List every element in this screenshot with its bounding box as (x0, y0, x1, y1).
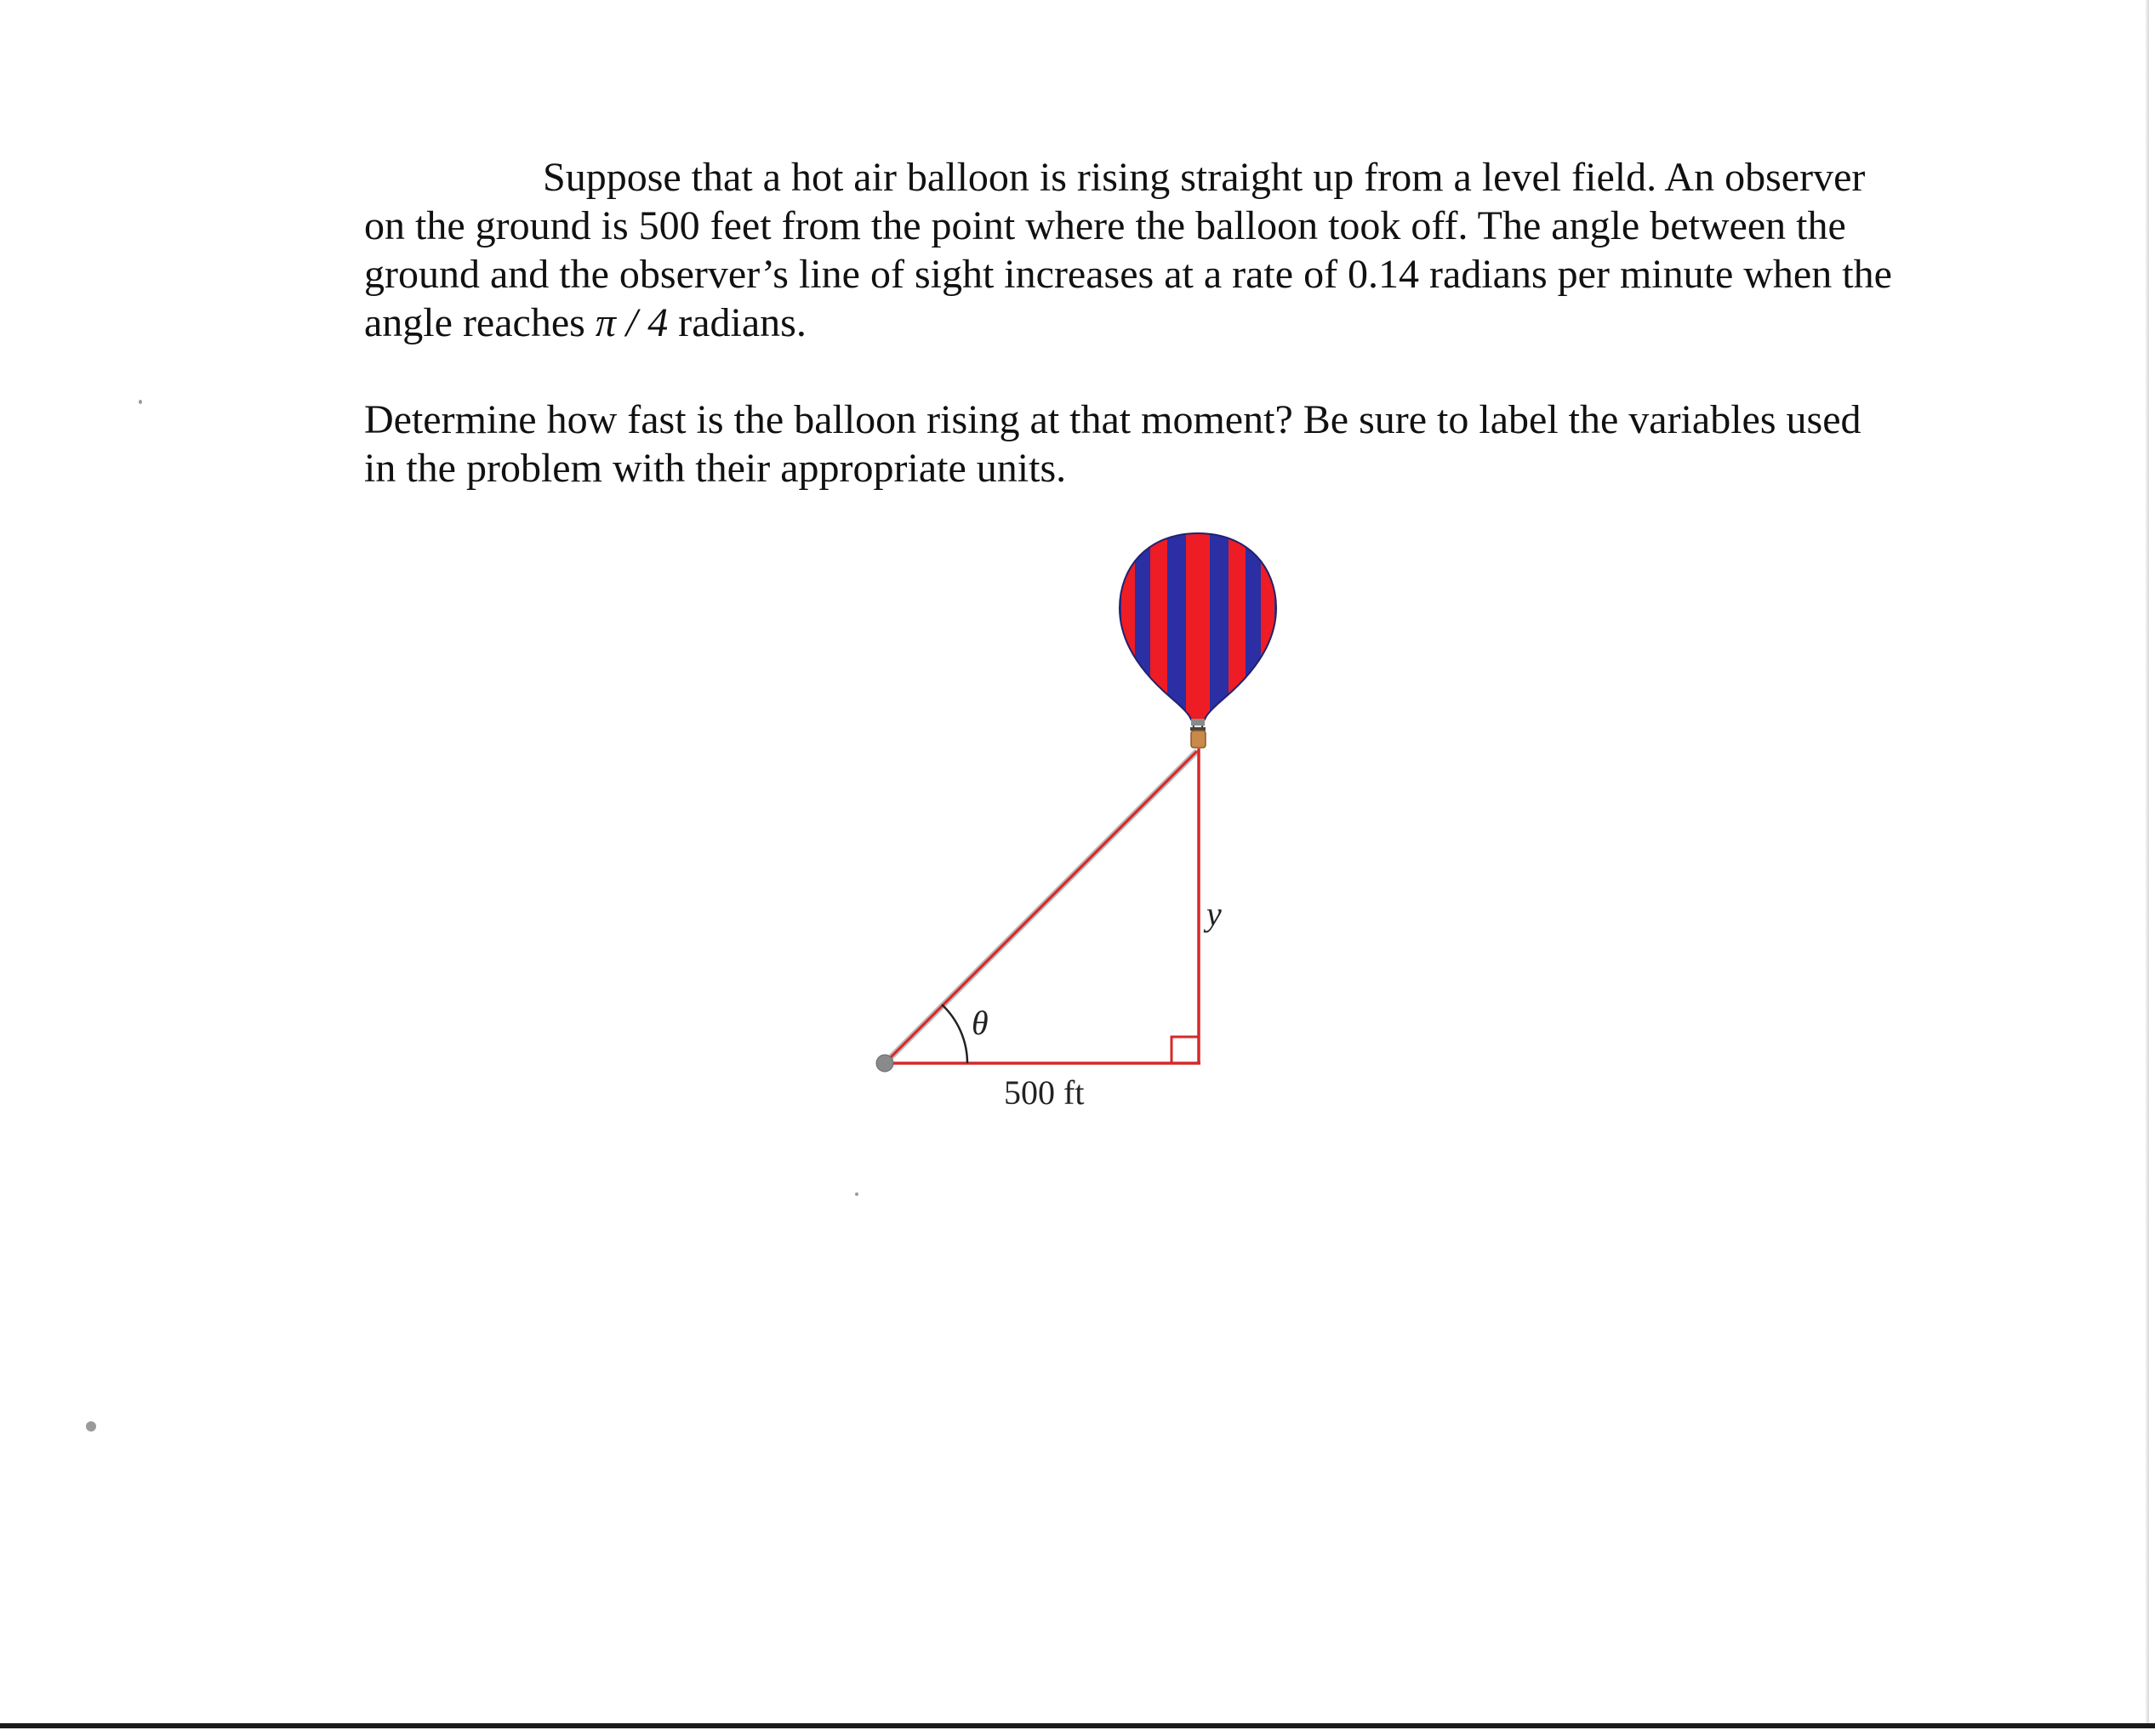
scan-speck (855, 1192, 858, 1196)
setup-text-end: radians. (668, 300, 807, 345)
observer-point (876, 1055, 893, 1072)
scan-edge-right (2146, 0, 2149, 1727)
scan-edge-bottom (0, 1723, 2155, 1728)
right-angle-marker (1172, 1037, 1199, 1063)
angle-arc (942, 1005, 967, 1063)
height-label: y (1206, 895, 1222, 933)
scan-speck (86, 1421, 96, 1431)
angle-label: θ (972, 1004, 989, 1042)
angle-value: π / 4 (595, 300, 669, 345)
right-triangle (876, 748, 1200, 1072)
base-label: 500 ft (1004, 1073, 1085, 1112)
hot-air-balloon-icon (1115, 527, 1285, 748)
setup-text: Suppose that a hot air balloon is rising straight up from a level field. An observer on the ground is 500 feet from the point where the balloon took off. The angle between the ground and the observer’s line of sight increases at a rate of 0.14 radians per minute when the angle reaches (364, 155, 1892, 345)
problem-paragraph-question: Determine how fast is the balloon rising at that moment? Be sure to label the variables used in the problem with their appropriate units. (364, 397, 1861, 491)
scan-speck (139, 400, 142, 404)
